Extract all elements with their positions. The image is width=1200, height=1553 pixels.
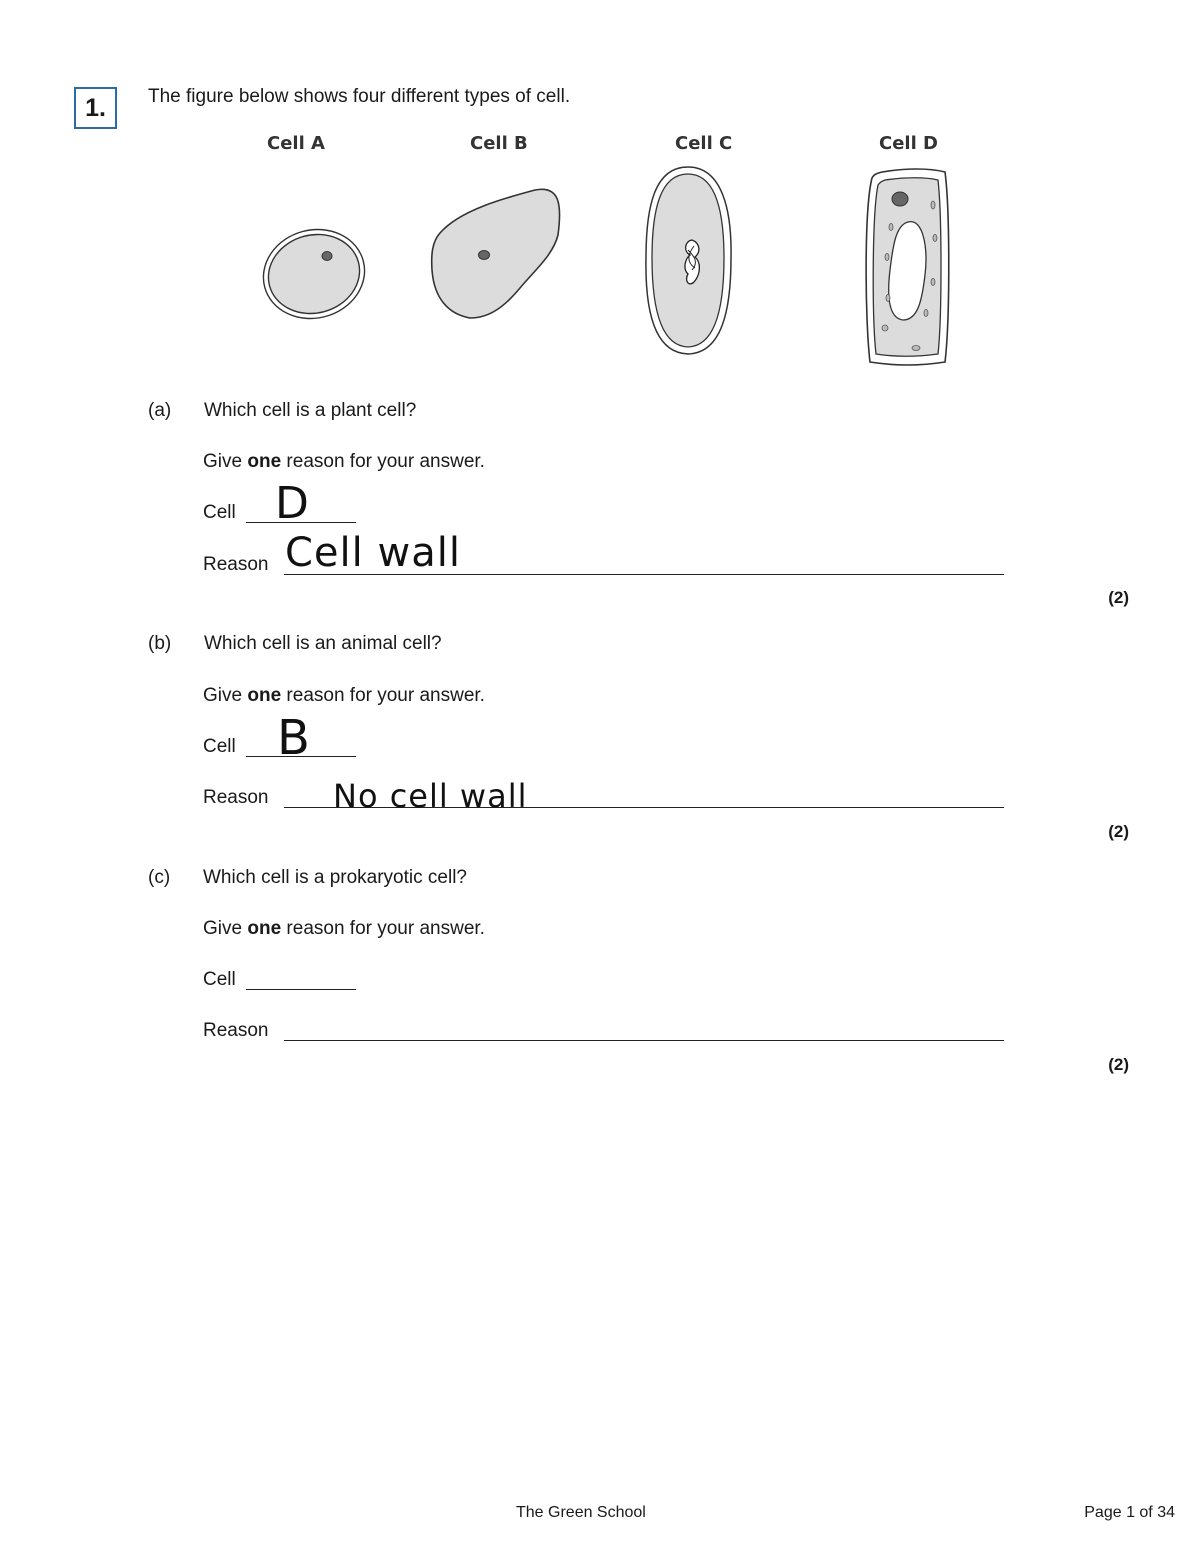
part-a-instruction: Give one reason for your answer. xyxy=(203,451,485,472)
part-a-reason-label: Reason xyxy=(203,554,269,575)
part-c-marks: (2) xyxy=(1108,1055,1129,1074)
part-a-question: Which cell is a plant cell? xyxy=(204,400,417,421)
part-c-reason-answer-line[interactable] xyxy=(284,1040,1004,1041)
cell-b-drawing xyxy=(432,189,560,318)
part-b-marks: (2) xyxy=(1108,822,1129,841)
part-c-reason-label: Reason xyxy=(203,1020,269,1041)
part-a-cell-answer: D xyxy=(275,478,310,529)
part-b-reason-label: Reason xyxy=(203,787,269,808)
part-a-marks: (2) xyxy=(1108,588,1129,607)
part-c-cell-label: Cell xyxy=(203,969,236,990)
cell-a-drawing xyxy=(253,218,374,329)
cell-b-label: Cell B xyxy=(470,133,528,154)
cell-c-label: Cell C xyxy=(675,133,733,154)
question-intro: The figure below shows four different types of cell. xyxy=(148,86,571,107)
part-b-reason-answer: No cell wall xyxy=(333,777,528,815)
part-a-label: (a) xyxy=(148,400,172,421)
cell-d-label: Cell D xyxy=(879,133,938,154)
part-b-question: Which cell is an animal cell? xyxy=(204,633,442,654)
footer-page-number: Page 1 of 34 xyxy=(1084,1504,1175,1521)
part-b-label: (b) xyxy=(148,633,172,654)
cell-d-drawing xyxy=(866,169,949,365)
part-c-question: Which cell is a prokaryotic cell? xyxy=(203,867,467,888)
part-c-instruction: Give one reason for your answer. xyxy=(203,918,485,939)
part-c-label: (c) xyxy=(148,867,171,888)
part-a-reason-answer: Cell wall xyxy=(285,530,461,576)
cell-figure xyxy=(0,0,1200,400)
part-b-instruction: Give one reason for your answer. xyxy=(203,685,485,706)
question-number: 1. xyxy=(74,87,117,129)
part-c-cell-answer-line[interactable] xyxy=(246,989,356,990)
cell-c-drawing xyxy=(646,167,731,354)
cell-a-label: Cell A xyxy=(267,133,325,154)
footer-school: The Green School xyxy=(516,1504,646,1521)
part-b-cell-answer: B xyxy=(277,710,311,766)
part-b-cell-label: Cell xyxy=(203,736,236,757)
part-a-cell-label: Cell xyxy=(203,502,236,523)
